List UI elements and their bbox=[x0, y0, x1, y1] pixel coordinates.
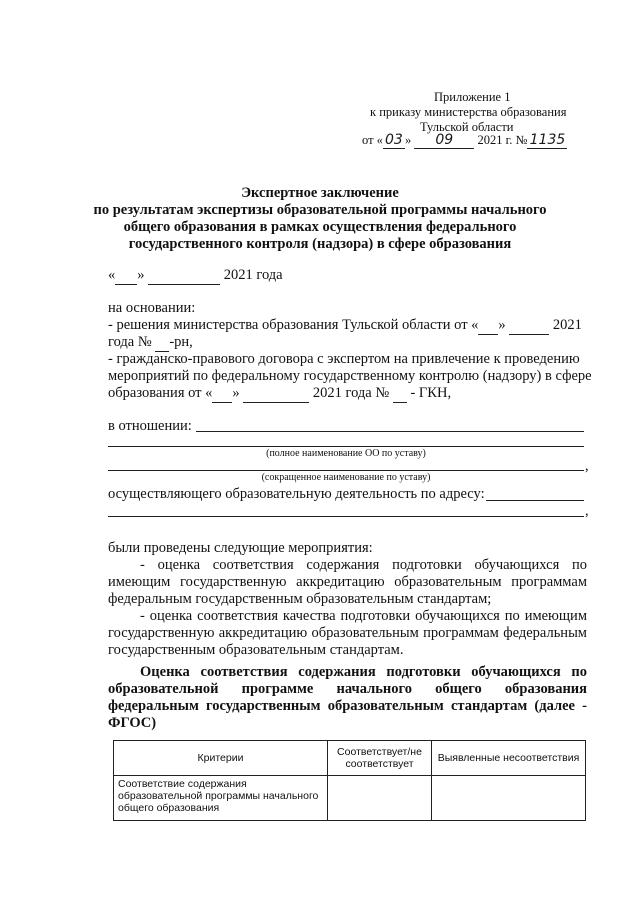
header-criteria: Критерии bbox=[114, 741, 328, 776]
appendix-day-handwritten: 03 bbox=[383, 133, 405, 149]
table-row bbox=[114, 776, 586, 821]
basis-item-2-line-2: мероприятий по федеральному государственному контролю (надзору) в сфере bbox=[108, 368, 592, 384]
event-2-line-3: государственным образовательным стандартам. bbox=[108, 642, 404, 658]
appendix-region: Тульской области bbox=[420, 120, 514, 134]
basis-label: на основании: bbox=[108, 300, 196, 316]
heading-line-3: общего образования в рамках осуществления федерального bbox=[123, 219, 517, 235]
short-name-caption: (сокращенное наименование по уставу) bbox=[261, 472, 431, 483]
basis-item-2-text: образования от « bbox=[108, 385, 213, 401]
date-close-quote: » bbox=[137, 267, 145, 283]
table-cell-discrepancies[interactable] bbox=[432, 776, 586, 821]
basis-item-1-line-2 bbox=[108, 334, 193, 352]
criteria-table bbox=[113, 740, 586, 821]
basis-item-2-number-blank bbox=[393, 385, 407, 403]
address-blank-line-2 bbox=[108, 516, 584, 517]
full-name-caption: (полное наименование ОО по уставу) bbox=[266, 448, 426, 459]
basis-item-2-suffix: - ГКН, bbox=[410, 385, 452, 401]
appendix-number-handwritten: 1135 bbox=[527, 133, 567, 149]
appendix-date-prefix: от « bbox=[362, 133, 383, 147]
table-cell-compliance[interactable] bbox=[328, 776, 432, 821]
address-comma: , bbox=[585, 503, 589, 519]
appendix-order-ref: к приказу министерства образования bbox=[370, 105, 567, 119]
date-day-blank bbox=[115, 267, 137, 285]
header-discrepancies: Выявленные несоответствия bbox=[432, 741, 586, 776]
basis-item-2-line-1: - гражданско-правового договора с экспертом на привлечение к проведению bbox=[108, 351, 580, 367]
events-intro: были проведены следующие мероприятия: bbox=[108, 540, 373, 556]
section-heading-line-2: образовательной программе начального общего образования bbox=[108, 681, 587, 697]
appendix-date-year: 2021 г. № bbox=[477, 133, 528, 147]
basis-item-1-quote: » bbox=[498, 317, 506, 333]
basis-item-1-month-blank bbox=[509, 317, 549, 335]
basis-item-1-text: - решения министерства образования Тульской области от « bbox=[108, 317, 479, 333]
heading-line-4: государственного контроля (надзора) в сфере образования bbox=[128, 236, 512, 252]
date-open-quote: « bbox=[108, 267, 116, 283]
event-1-line-3: федеральным государственным образовательным стандартам; bbox=[108, 591, 492, 607]
short-name-comma: , bbox=[585, 458, 589, 474]
basis-item-2-year: 2021 года № bbox=[312, 385, 390, 401]
relation-blank-line-1 bbox=[196, 431, 584, 432]
event-1-line-2: имеющим государственную аккредитацию образовательным программам bbox=[108, 574, 587, 590]
basis-item-1-day-blank bbox=[478, 317, 498, 335]
basis-item-1-number-blank bbox=[155, 334, 169, 352]
section-heading-line-1: Оценка соответствия содержания подготовки обучающихся по bbox=[140, 664, 587, 680]
appendix-date-mid: » bbox=[404, 133, 412, 147]
heading-title: Экспертное заключение bbox=[241, 185, 399, 201]
appendix-title: Приложение 1 bbox=[434, 90, 511, 104]
event-1-line-1: - оценка соответствия содержания подготовки обучающихся по bbox=[140, 557, 587, 573]
basis-item-1-suffix: -рн, bbox=[169, 334, 193, 350]
date-year: 2021 года bbox=[223, 267, 283, 283]
basis-item-2-quote: » bbox=[232, 385, 240, 401]
basis-item-2-month-blank bbox=[243, 385, 309, 403]
relation-blank-line-2 bbox=[108, 446, 584, 447]
date-line bbox=[108, 267, 283, 285]
header-compliance: Соответствует/не соответствует bbox=[328, 741, 432, 776]
event-2-line-2: государственную аккредитацию образовательным программам федеральным bbox=[108, 625, 587, 641]
short-name-blank-line bbox=[108, 470, 584, 471]
address-blank-line-1 bbox=[486, 500, 584, 501]
address-label: осуществляющего образовательную деятельность по адресу: bbox=[108, 486, 485, 502]
table-cell-criterion: Соответствие содержания образовательной программы начального общего образования bbox=[114, 776, 328, 821]
basis-item-1-year: 2021 bbox=[552, 317, 582, 333]
basis-item-1-line-1 bbox=[108, 317, 582, 335]
basis-item-2-line-3 bbox=[108, 385, 451, 403]
table-header-row bbox=[114, 741, 586, 776]
appendix-month-handwritten: 09 bbox=[414, 133, 474, 149]
relation-label: в отношении: bbox=[108, 418, 192, 434]
appendix-date-line bbox=[362, 133, 567, 149]
section-heading-line-3: федеральным государственным образовательным стандартам (далее - bbox=[108, 698, 587, 714]
event-2-line-1: - оценка соответствия качества подготовки обучающихся по имеющим bbox=[140, 608, 587, 624]
basis-item-2-day-blank bbox=[212, 385, 232, 403]
basis-item-1-number-label: года № bbox=[108, 334, 152, 350]
date-month-blank bbox=[148, 267, 220, 285]
heading-line-2: по результатам экспертизы образовательной программы начального bbox=[93, 202, 547, 218]
section-heading-line-4: ФГОС) bbox=[108, 715, 157, 731]
